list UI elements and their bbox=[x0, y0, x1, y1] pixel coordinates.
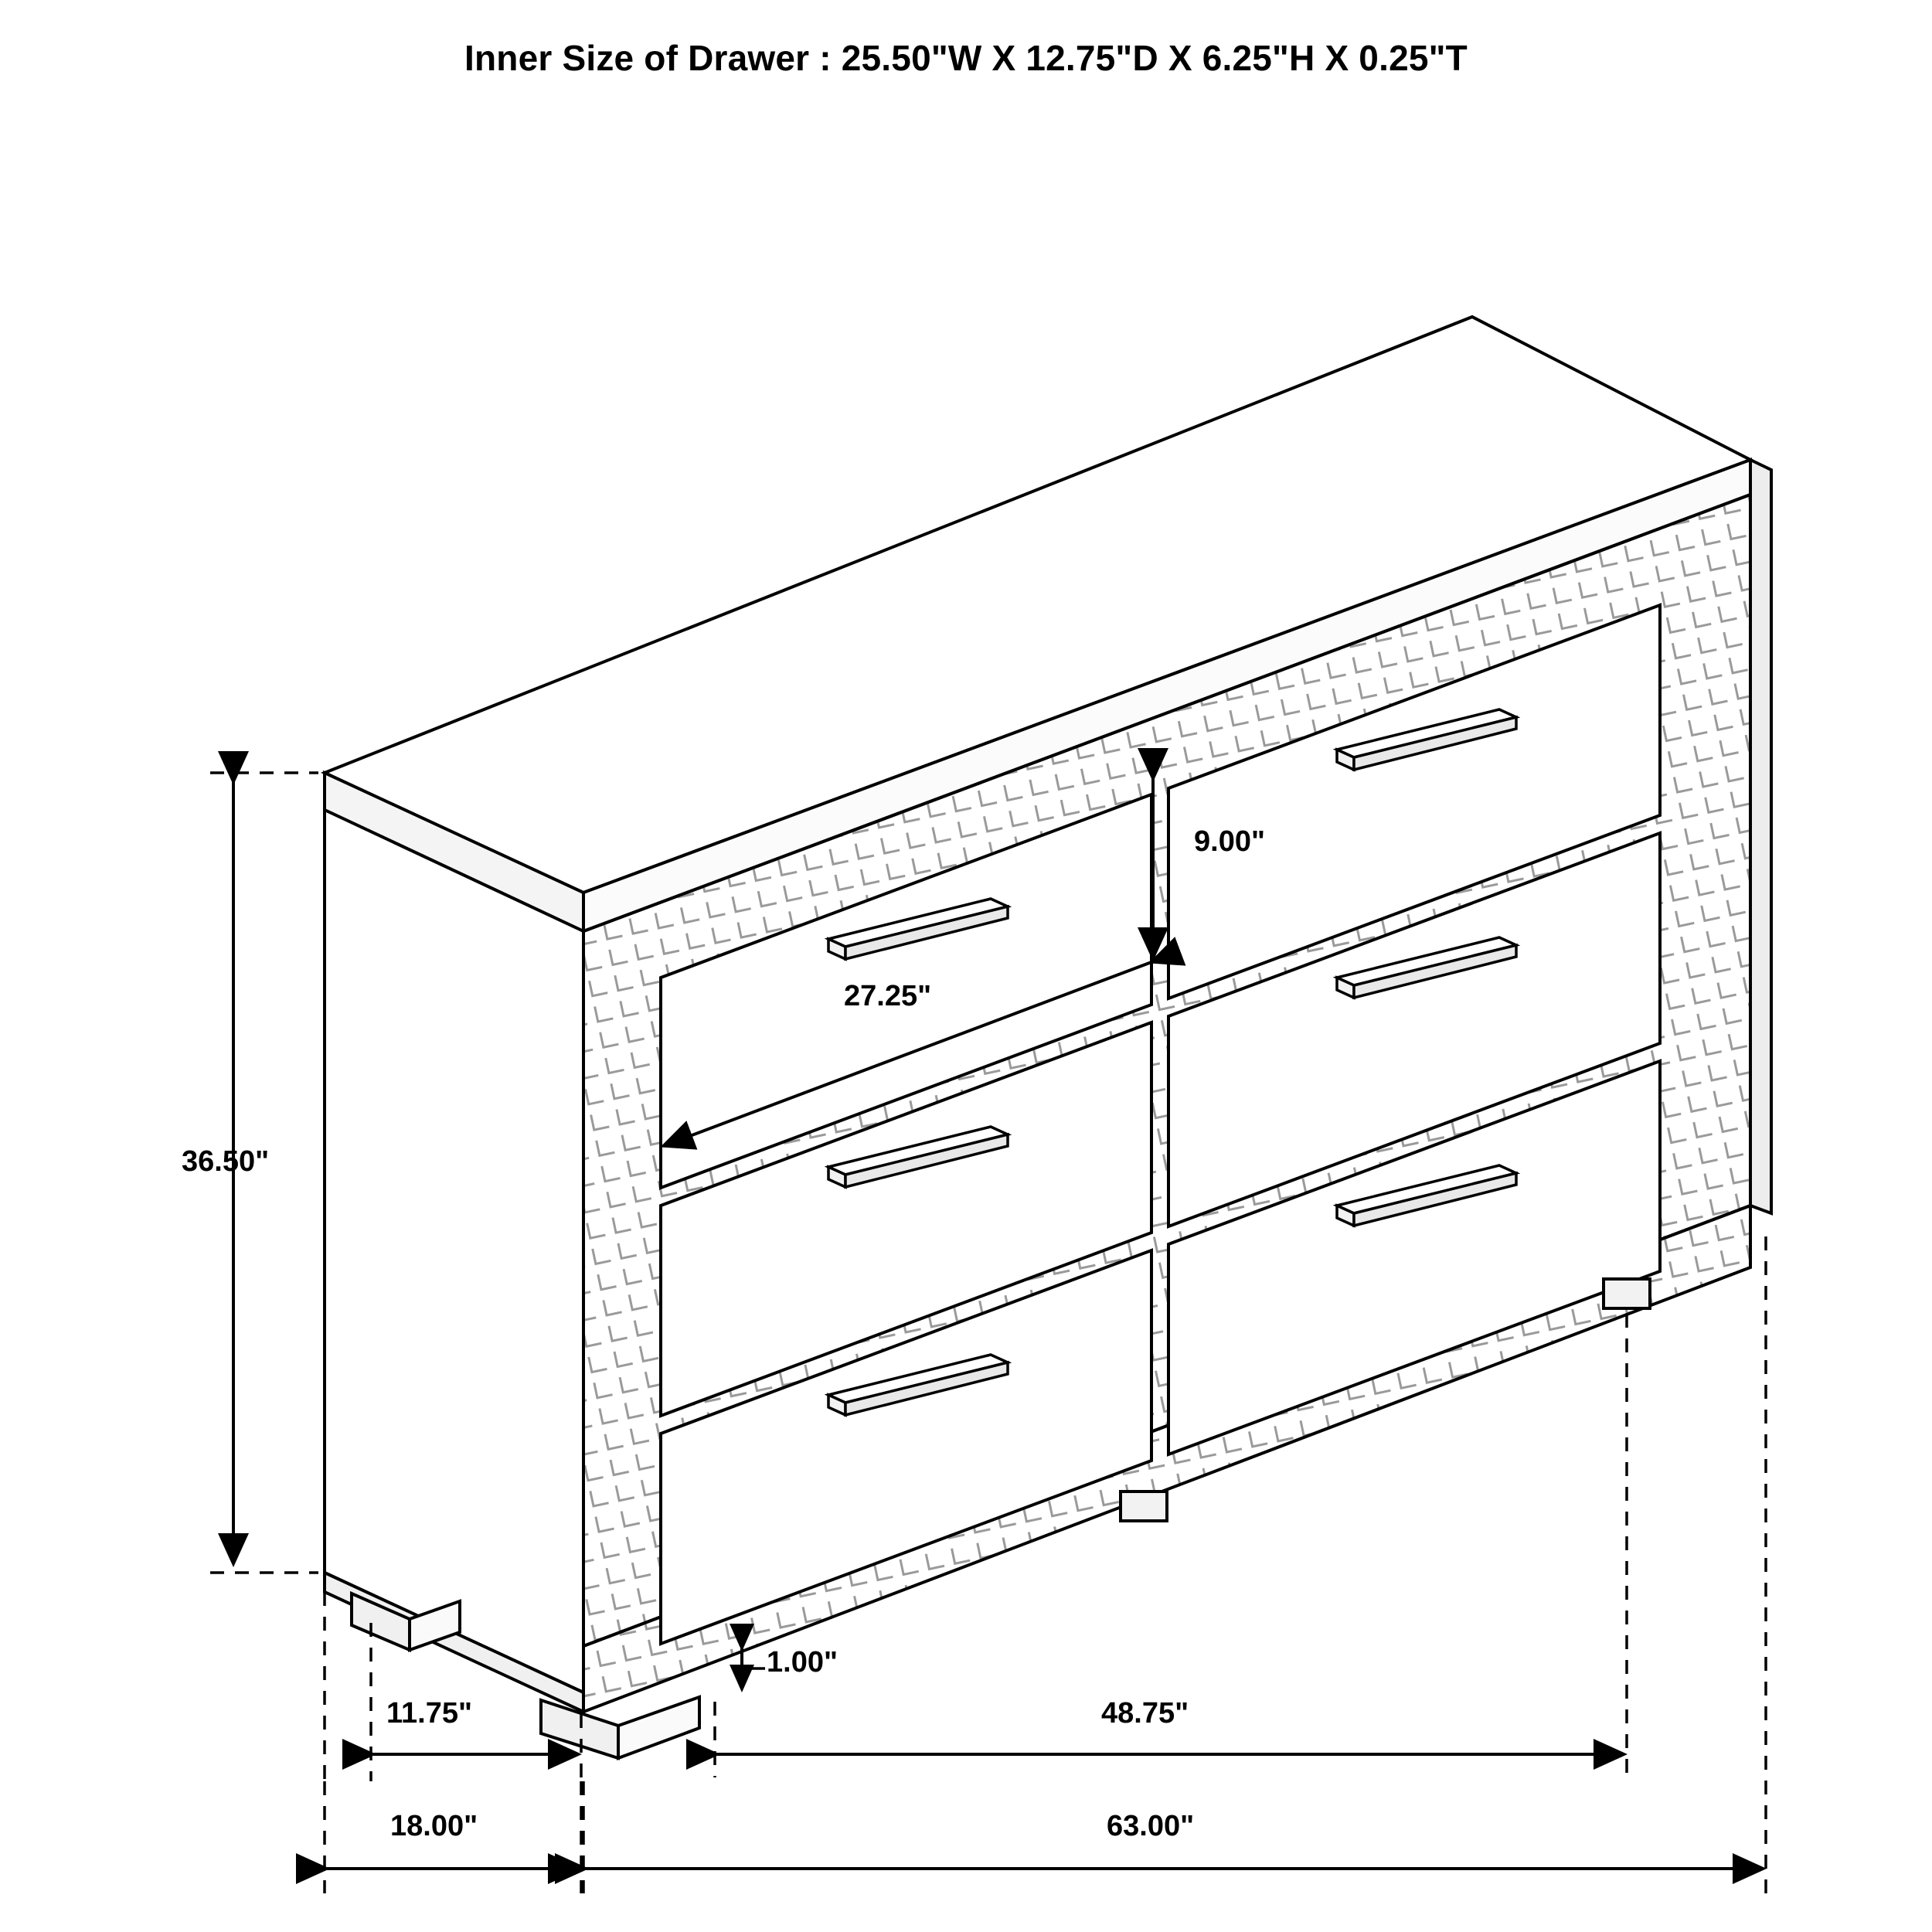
dimension-label-drawer-height: 9.00" bbox=[1194, 825, 1265, 858]
foot-center bbox=[1121, 1492, 1167, 1521]
dimension-label-overall-depth: 18.00" bbox=[390, 1810, 478, 1842]
page-title: Inner Size of Drawer : 25.50"W X 12.75"D X 6.25"H X 0.25"T bbox=[464, 38, 1468, 78]
cabinet-right-edge bbox=[1750, 460, 1771, 1213]
dimension-base-clearance bbox=[742, 1648, 765, 1689]
foot-front-left bbox=[541, 1697, 699, 1758]
dimension-label-foot-span: 48.75" bbox=[1101, 1697, 1189, 1730]
cabinet-left-side-panel bbox=[325, 810, 583, 1712]
dimension-label-overall-width: 63.00" bbox=[1107, 1810, 1195, 1842]
dimension-label-base-clearance: 1.00" bbox=[767, 1646, 838, 1679]
dimension-label-foot-inset: 11.75" bbox=[386, 1697, 473, 1730]
foot-front-right bbox=[1604, 1279, 1650, 1308]
dimension-label-overall-height: 36.50" bbox=[182, 1145, 270, 1178]
dimension-label-drawer-width: 27.25" bbox=[844, 980, 932, 1012]
